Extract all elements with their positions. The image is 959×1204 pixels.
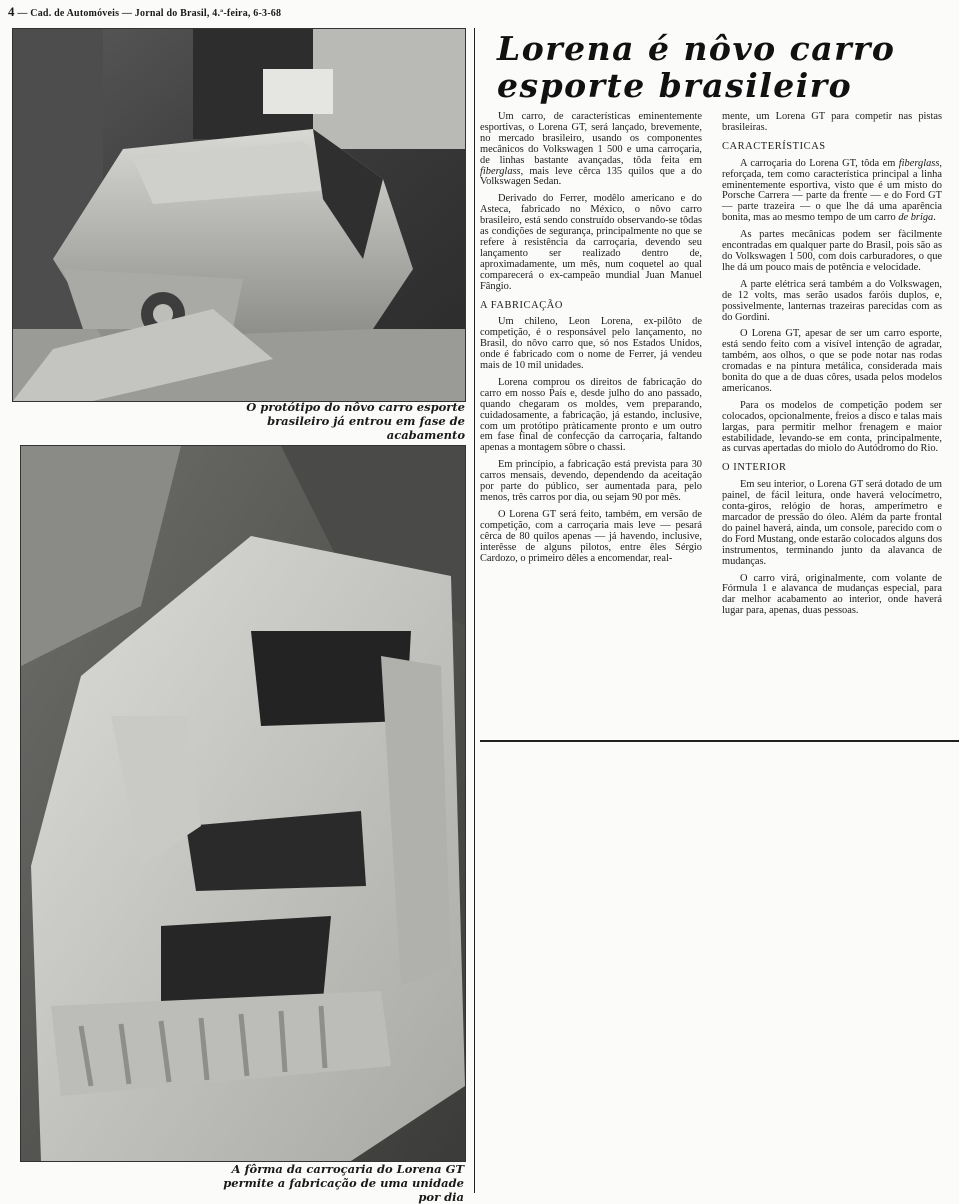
article-column-2 xyxy=(722,112,942,623)
paragraph: Um carro, de características eminentemente esportivas, o Lorena GT, será lançado, brevemente, no mercado brasileiro, usando os componentes mecânicos do Volkswagen 1 500 e uma carroçaria, de linhas bastante avançadas, tôda feita em fiberglass, mais leve cêrca 135 quilos que a do Volkswagen Sedan. xyxy=(480,111,702,188)
running-head-text: — Cad. de Automóveis — Jornal do Brasil, 4.ª-feira, 6-3-68 xyxy=(17,8,282,19)
section-heading-caracteristicas: CARACTERÍSTICAS xyxy=(722,140,826,152)
prototype-car-photo xyxy=(12,28,466,402)
paragraph: As partes mecânicas podem ser fàcilmente encontradas em qualquer parte do Brasil, pois são as do Volkswagen 1 500, com dois carburadores, o que lhe dá um pouco mais de potência e velocidade. xyxy=(722,229,942,273)
top-photo-caption: O protótipo do nôvo carro esporte brasileiro já entrou em fase de acabamento xyxy=(246,400,465,442)
paragraph: mente, um Lorena GT para competir nas pistas brasileiras. xyxy=(722,111,942,133)
paragraph: O carro virá, originalmente, com volante de Fórmula 1 e alavanca de mudanças especial, para dar melhor acabamento ao interior, onde haverá lugar para, apenas, duas pessoas. xyxy=(722,572,942,617)
body-mold-photo xyxy=(20,445,466,1162)
paragraph: A parte elétrica será também a do Volkswagen, de 12 volts, mas serão usados faróis duplos, e, possìvelmente, lanternas trazeiras parecidas com as do Gordini. xyxy=(722,278,942,323)
paragraph: Derivado do Ferrer, modêlo americano e do Asteca, fabricado no México, o nôvo carro brasileiro, está sendo construído observando-se tôdas as condições de segurança, principalmente no que se refere à resistência da carroçaria, devendo seu lançamento ser realizado dentro de, aproximadamente, um mês, num coquetel ao qual comparecerá o ex-campeão mundial Juan Manuel Fângio. xyxy=(480,193,702,292)
paragraph: O Lorena GT será feito, também, em versão de competição, com a carroçaria mais leve — pesará cêrca de 80 quilos apenas — já havendo, inclusive, interêsse de alguns pilotos, entre êles Sérgio Cardozo, o primeiro dêles a encomendar, real- xyxy=(480,508,702,564)
paragraph: Um chileno, Leon Lorena, ex-pilôto de competição, é o responsável pelo lançamento, no Brasil, do nôvo carro que, só nos Estados Unidos, onde é fabricado com o nome de Ferrer, já vendeu mais de 10 mil unidades. xyxy=(480,316,702,372)
prototype-car-image xyxy=(13,29,465,401)
body-mold-image xyxy=(21,446,465,1161)
column-rule-vertical xyxy=(474,28,475,1193)
paragraph: Em princípio, a fabricação está prevista para 30 carros mensais, devendo, dependendo da aceitação por parte do público, ser aumentada para, pelo menos, três carros por dia, ou sejam 90 por mês. xyxy=(480,459,702,503)
article-rule-bottom xyxy=(480,740,959,742)
paragraph: O Lorena GT, apesar de ser um carro esporte, está sendo feito com a visível intenção de agradar, também, aos olhos, o que se pode notar nas rodas cromadas e na pintura metálica, considerada mais bonita do que a de duas côres, usada pelos modelos americanos. xyxy=(722,328,942,394)
article-column-1 xyxy=(480,112,702,570)
paragraph: Para os modelos de competição podem ser colocados, opcionalmente, freios a disco e talas mais largas, para permitir melhor frenagem e maior estabilidade, levando-se em conta, principalmente, as curvas apertadas do miolo do Autódromo do Rio. xyxy=(722,399,942,455)
bottom-photo-caption: A fôrma da carroçaria do Lorena GT permite a fabricação de uma unidade por dia xyxy=(223,1162,464,1204)
paragraph: A carroçaria do Lorena GT, tôda em fiberglass, reforçada, tem como característica principal a linha eminentemente esportiva, visto que é um misto do Porsche Carrera — parte da frente — e do Ford GT — parte trazeira — o que lhe dá uma aparência bonita, mas ao mesmo tempo de um carro de briga. xyxy=(722,157,942,224)
article-headline: Lorena é nôvo carro esporte brasileiro xyxy=(497,29,896,105)
page-number: 4 xyxy=(8,4,15,19)
section-heading-interior: O INTERIOR xyxy=(722,462,787,474)
paragraph: Lorena comprou os direitos de fabricação do carro em nosso País e, desde julho do ano passado, quando chegaram os moldes, vem preparando, cuidadosamente, a fabricação, já estando, inclusive, com um protótipo pràticamente pronto e um outro em fase final de confecção da carroçaria, faltando apenas a montagem sôbre o chassi. xyxy=(480,376,702,454)
running-head xyxy=(8,4,478,20)
section-heading-fabricacao: A FABRICAÇÃO xyxy=(480,299,563,311)
paragraph: Em seu interior, o Lorena GT será dotado de um painel, de fácil leitura, onde haverá velocímetro, conta-giros, relógio de horas, amperímetro e marcador de pressão do óleo. Além da parte frontal do painel haverá, ainda, um console, parecido com o do Ford Mustang, onde estarão colocados alguns dos instrumentos, terminando junto da alavanca de mudanças. xyxy=(722,479,942,567)
